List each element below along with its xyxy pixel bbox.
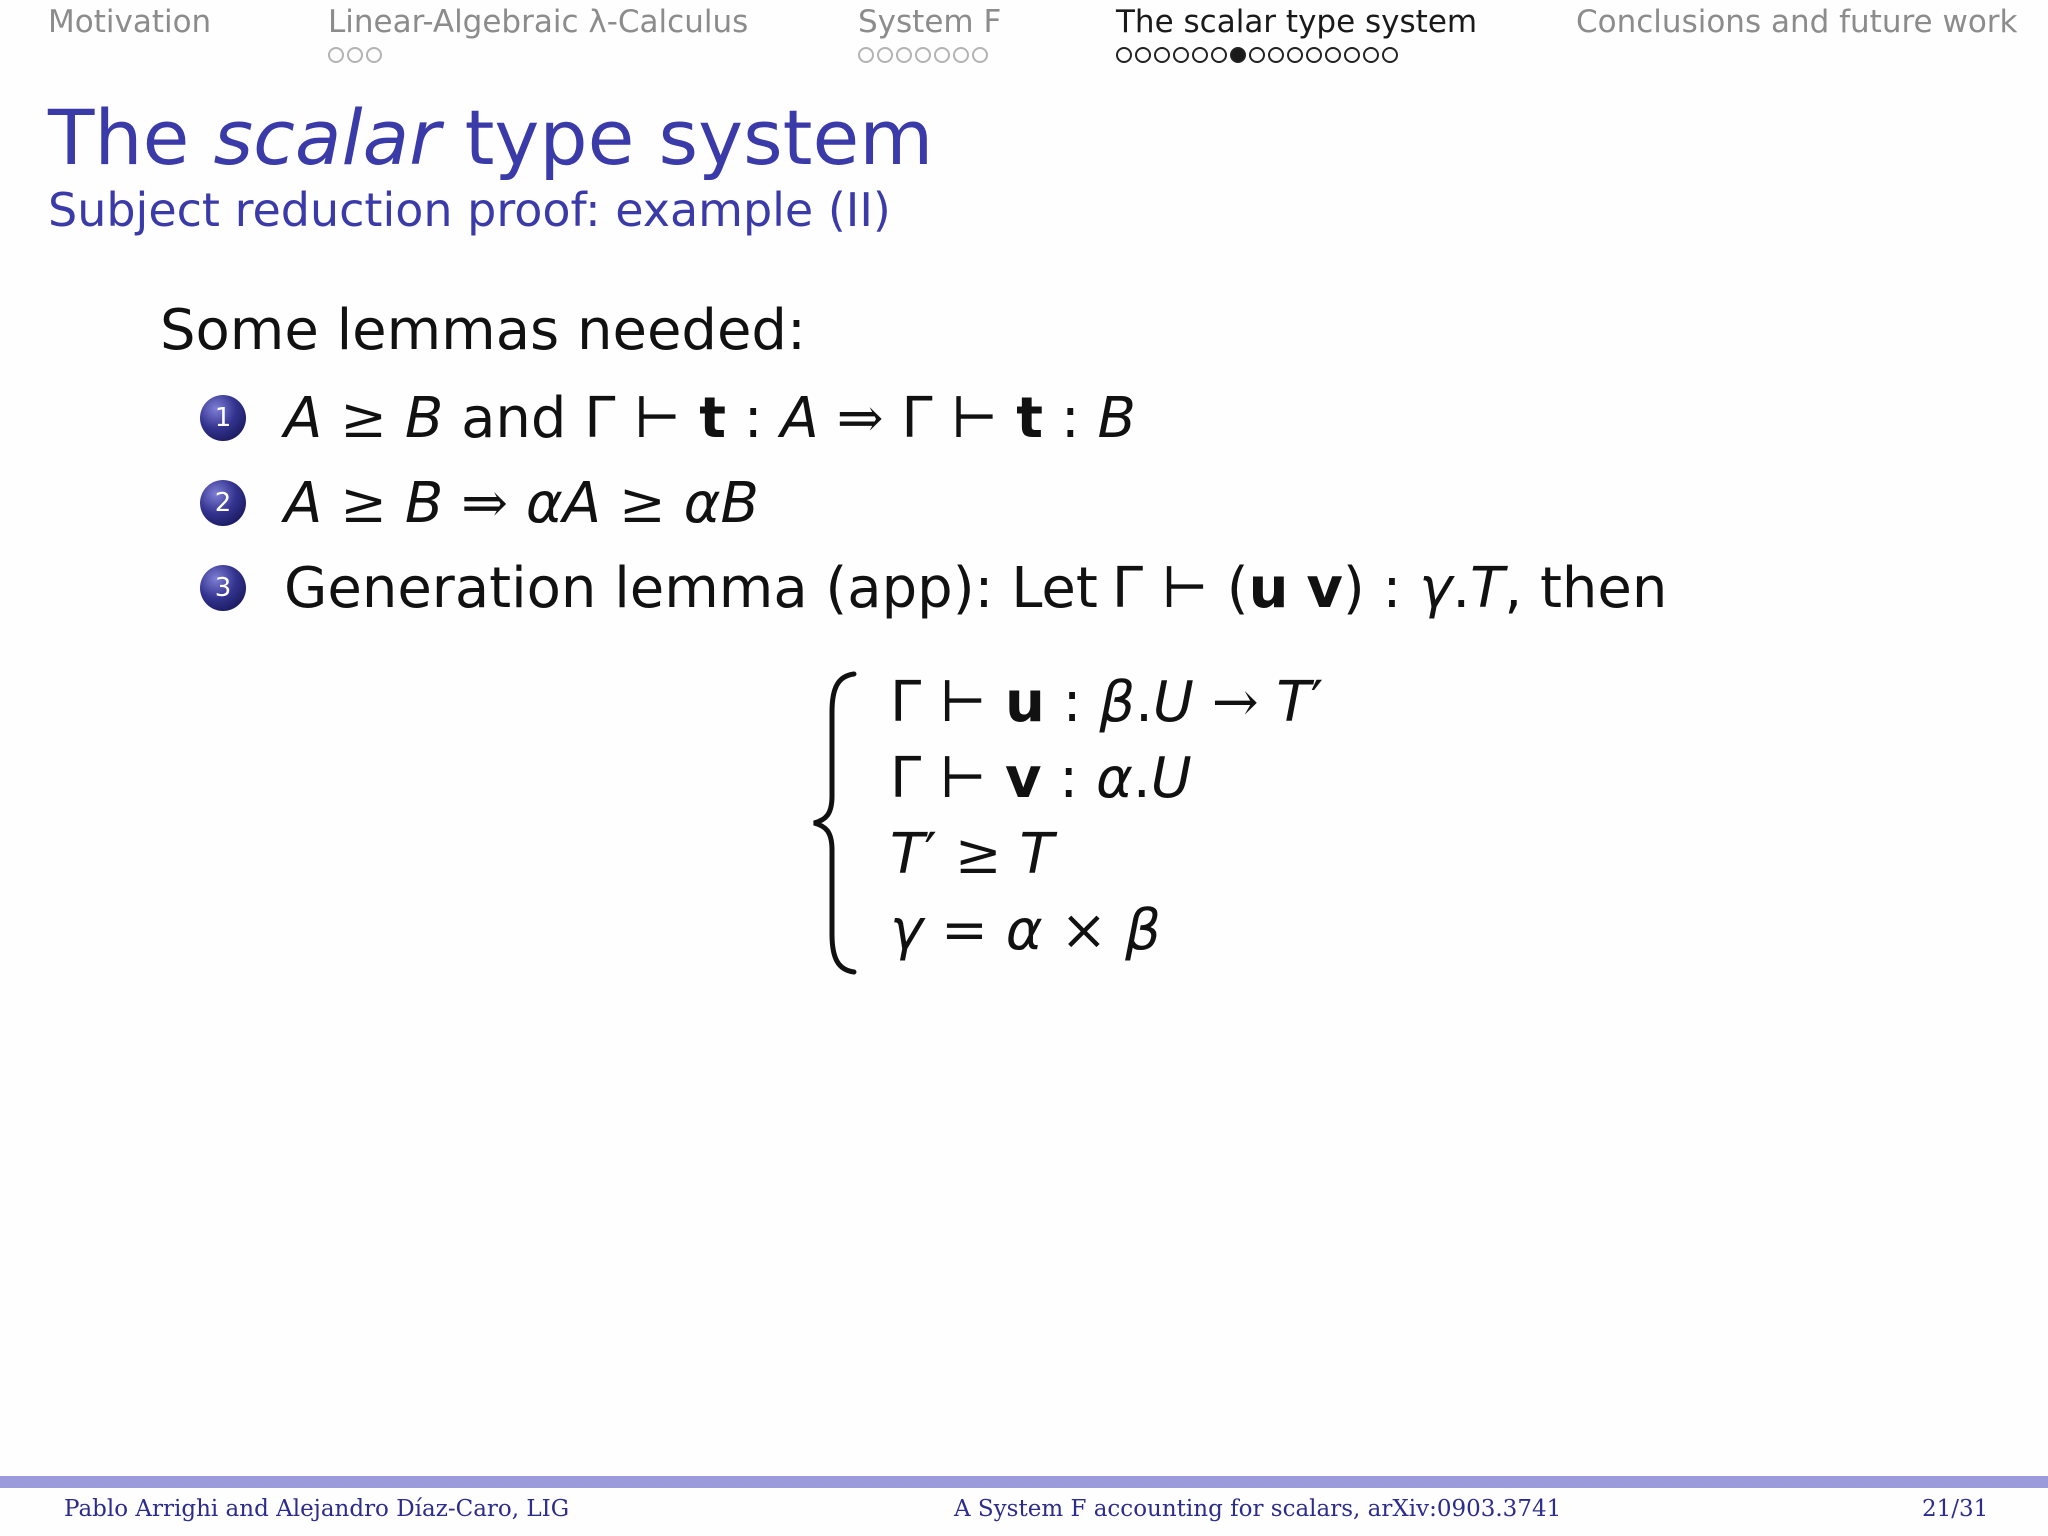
case-line: Γ ⊢ u : β.U → T′ xyxy=(890,670,1324,735)
lemma-formula: A ≥ B ⇒ αA ≥ αB xyxy=(284,470,759,536)
nav-slide-dot[interactable] xyxy=(1344,47,1360,63)
generation-cases xyxy=(806,668,1366,988)
nav-slide-dot[interactable] xyxy=(1249,47,1265,63)
nav-slide-dot[interactable] xyxy=(1268,47,1284,63)
lead-text: Some lemmas needed: xyxy=(160,298,806,363)
lemma-item-3 xyxy=(200,553,1667,623)
nav-section-linear-algebraic[interactable] xyxy=(328,2,748,66)
footer-authors: Pablo Arrighi and Alejandro Díaz-Caro, LIG xyxy=(64,1496,570,1522)
nav-slide-dot[interactable] xyxy=(896,47,912,63)
nav-slide-dot[interactable] xyxy=(972,47,988,63)
footer-title: A System F accounting for scalars, arXiv:0903.3741 xyxy=(954,1496,1562,1522)
nav-slide-dot[interactable] xyxy=(1382,47,1398,63)
nav-progress-dots xyxy=(858,44,1001,66)
page-subtitle: Subject reduction proof: example (II) xyxy=(48,183,891,237)
lemma-formula: Γ ⊢ (u v) : γ.T xyxy=(1111,555,1505,621)
case-line: γ = α × β xyxy=(890,898,1161,963)
nav-section-label: The scalar type system xyxy=(1116,4,1478,40)
lemma-item-2 xyxy=(200,468,759,538)
nav-slide-dot[interactable] xyxy=(1230,47,1246,63)
nav-slide-dot[interactable] xyxy=(877,47,893,63)
nav-section-label: Linear-Algebraic λ-Calculus xyxy=(328,4,749,40)
nav-slide-dot[interactable] xyxy=(1306,47,1322,63)
nav-slide-dot[interactable] xyxy=(1135,47,1151,63)
enumerate-ball-icon: 2 xyxy=(200,480,246,526)
nav-section-scalar-type-system[interactable] xyxy=(1116,2,1477,66)
nav-progress-dots xyxy=(1116,44,1477,66)
nav-slide-dot[interactable] xyxy=(1173,47,1189,63)
section-navigation xyxy=(0,0,2048,80)
nav-slide-dot[interactable] xyxy=(328,47,344,63)
enumerate-ball-icon: 1 xyxy=(200,395,246,441)
nav-slide-dot[interactable] xyxy=(1325,47,1341,63)
nav-slide-dot[interactable] xyxy=(347,47,363,63)
title-post: type system xyxy=(440,93,934,182)
footer-page-number: 21/31 xyxy=(1922,1496,1989,1522)
nav-slide-dot[interactable] xyxy=(858,47,874,63)
nav-section-label: System F xyxy=(858,4,1002,40)
case-line: Γ ⊢ v : α.U xyxy=(890,746,1192,811)
lemma-formula: A ≥ B and Γ ⊢ t : A ⇒ Γ ⊢ t : B xyxy=(284,385,1136,451)
nav-section-motivation[interactable] xyxy=(48,2,211,42)
nav-slide-dot[interactable] xyxy=(1154,47,1170,63)
nav-slide-dot[interactable] xyxy=(1287,47,1303,63)
nav-slide-dot[interactable] xyxy=(1363,47,1379,63)
left-brace-icon xyxy=(806,668,866,978)
nav-slide-dot[interactable] xyxy=(934,47,950,63)
lemma-text: Generation lemma (app): Let xyxy=(284,555,1098,621)
title-emphasis: scalar xyxy=(213,93,441,182)
nav-section-label: Motivation xyxy=(48,4,212,40)
lemma-item-1 xyxy=(200,383,1136,453)
nav-slide-dot[interactable] xyxy=(915,47,931,63)
case-line: T′ ≥ T xyxy=(890,822,1054,887)
nav-section-system-f[interactable] xyxy=(858,2,1001,66)
page-title xyxy=(48,92,933,184)
nav-section-label: Conclusions and future work xyxy=(1576,4,2018,40)
nav-slide-dot[interactable] xyxy=(1192,47,1208,63)
footer-bar xyxy=(0,1476,2048,1488)
enumerate-ball-icon: 3 xyxy=(200,565,246,611)
nav-slide-dot[interactable] xyxy=(1211,47,1227,63)
nav-section-conclusions[interactable] xyxy=(1576,2,2018,42)
nav-progress-dots xyxy=(328,44,748,66)
nav-slide-dot[interactable] xyxy=(366,47,382,63)
lemma-tail: , then xyxy=(1504,555,1668,621)
title-pre: The xyxy=(48,93,214,182)
nav-slide-dot[interactable] xyxy=(1116,47,1132,63)
nav-slide-dot[interactable] xyxy=(953,47,969,63)
